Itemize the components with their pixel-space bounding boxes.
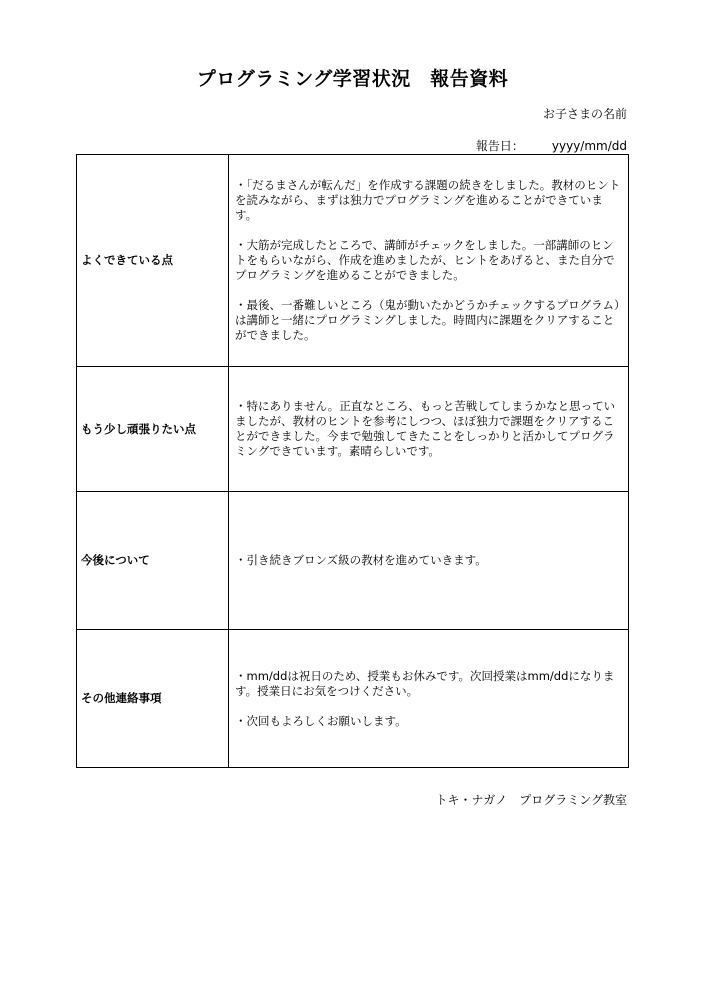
table-row-improvement-points <box>77 367 629 492</box>
content-paragraph: ・大筋が完成したところで、講師がチェックをしました。一部講師のヒントをもらいながら、作成を進めましたが、ヒントをあげると、また自分でプログラミングを進めることができました。 <box>235 238 615 282</box>
content-paragraph: ・次回もよろしくお願いします。 <box>235 713 407 728</box>
row-label-other-notices: その他連絡事項 <box>77 630 229 768</box>
child-name: お子さまの名前 <box>542 107 627 121</box>
row-content-future-plans <box>229 492 629 630</box>
content-paragraph: ・mm/ddは祝日のため、授業もお休みです。次回授業はmm/ddになります。授業日にお気をつけください。 <box>235 668 615 698</box>
content-paragraph: ・最後、一番難しいところ（鬼が動いたかどうかチェックするプログラム）は講師と一緒にプログラミングしました。時間内に課題をクリアすることができました。 <box>235 298 620 342</box>
document-title: プログラミング学習状況 報告資料 <box>196 68 509 90</box>
report-date-value: yyyy/mm/dd <box>551 139 627 153</box>
report-date-label: 報告日： <box>475 139 524 153</box>
table-row-future-plans <box>77 492 629 630</box>
school-name: トキ・ナガノ プログラミング教室 <box>435 793 627 807</box>
row-content-other-notices <box>229 630 629 768</box>
content-paragraph: ・特にありません。正直なところ、もっと苦戦してしまうかなと思っていましたが、教材のヒントを参考にしつつ、ほぼ独力で課題をクリアすることができました。今まで勉強してきたことをしっかりと活かしてプログラミングできています。素晴らしいです。 <box>235 399 616 458</box>
report-table <box>76 154 629 768</box>
content-paragraph: ・引き続きブロンズ級の教材を進めていきます。 <box>235 553 487 567</box>
row-label-good-points: よくできている点 <box>77 155 229 367</box>
table-row-other-notices <box>77 630 629 768</box>
row-label-improvement-points: もう少し頑張りたい点 <box>77 367 229 492</box>
row-label-future-plans: 今後について <box>77 492 229 630</box>
report-date-row <box>476 137 627 154</box>
row-content-improvement-points <box>229 367 629 492</box>
table-row-good-points <box>77 155 629 367</box>
row-content-good-points <box>229 155 629 367</box>
content-paragraph: ・「だるまさんが転んだ」を作成する課題の続きをしました。教材のヒントを読みながら、まずは独力でプログラミングを進めることができています。 <box>235 178 621 222</box>
